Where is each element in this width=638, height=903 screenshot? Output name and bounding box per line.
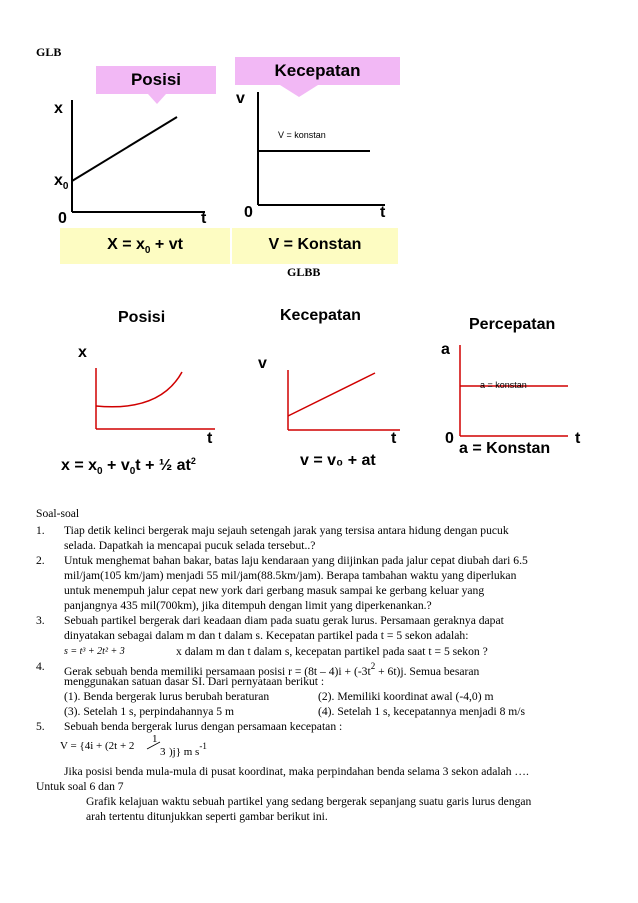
glb-kec-const-label: V = konstan <box>278 130 326 140</box>
q4-option-1: (1). Benda bergerak lurus berubah beraturan <box>64 690 270 703</box>
glb-heading: GLB <box>36 45 62 59</box>
glb-posisi-x-label: x <box>54 100 63 117</box>
q67-line-2: arah tertentu ditunjukkan seperti gambar berikut ini. <box>86 810 328 823</box>
glbb-perc-origin: 0 <box>445 430 454 447</box>
q1-line-1: Tiap detik kelinci bergerak maju sejauh setengah jarak yang tersisa antara hidung dengan pucuk <box>64 524 509 537</box>
glb-posisi-title: Posisi <box>130 70 182 89</box>
q3-line-3: x dalam m dan t dalam s, kecepatan partikel pada saat t = 5 sekon ? <box>176 645 488 658</box>
q4-option-3: (3). Setelah 1 s, perpindahannya 5 m <box>64 705 234 718</box>
soal-heading: Soal-soal <box>36 507 80 520</box>
q5-number: 5. <box>36 720 45 733</box>
q5-line-2: Jika posisi benda mula-mula di pusat koordinat, maka perpindahan benda selama 3 sekon adalah …. <box>64 765 529 778</box>
q2-number: 2. <box>36 554 45 567</box>
q1-line-2: selada. Dapatkah ia mencapai pucuk selada tersebut..? <box>64 539 316 552</box>
glb-kec-t-label: t <box>380 204 386 221</box>
q5-line-1: Sebuah benda bergerak lurus dengan persamaan kecepatan : <box>64 720 343 733</box>
q5-fraction-denominator: 3 <box>160 746 166 758</box>
glbb-heading: GLBB <box>287 265 321 279</box>
glbb-kec-v-label: v <box>258 355 267 372</box>
glb-posisi-formula: $X = x_0$ + vt <box>60 228 230 264</box>
q2-line-1: Untuk menghemat bahan bakar, batas laju kendaraan yang diijinkan pada jalur cepat diubah dari 6.5 <box>64 554 528 567</box>
q4-option-2: (2). Memiliki koordinat awal (-4,0) m <box>318 690 494 703</box>
q4-option-4: (4). Setelah 1 s, kecepatannya menjadi 8 m/s <box>318 705 526 718</box>
q2-line-3: untuk menempuh jalur cepat new york dari gerbang masuk sampai ke gerbang keluar yang <box>64 584 485 597</box>
glbb-kecepatan-title: Kecepatan <box>280 307 361 324</box>
glbb-posisi-title: Posisi <box>118 309 166 326</box>
glb-kecepatan-title: Kecepatan <box>274 61 361 80</box>
glbb-posisi-formula: $x = x_0 + v_0t$ + ½ $at^2$ <box>61 456 196 477</box>
q1-number: 1. <box>36 524 45 537</box>
q2-line-2: mil/jam(105 km/jam) menjadi 55 mil/jam(88.5km/jam). Berapa tambahan waktu yang diperlukan <box>64 569 517 582</box>
glbb-posisi-t-label: t <box>207 430 213 447</box>
kecepatan-banner-arrow <box>280 85 318 97</box>
glb-posisi-x0-label: $x_0$ <box>54 172 69 192</box>
q3-line-2: dinyatakan sebagai dalam m dan t dalam s. Kecepatan partikel pada t = 5 sekon adalah: <box>64 629 469 642</box>
q3-line-1: Sebuah partikel bergerak dari keadaan diam pada suatu gerak lurus. Persamaan geraknya dapat <box>64 614 504 627</box>
q4-number: 4. <box>36 660 45 673</box>
q3-equation: s = t³ + 2t² + 3 <box>64 646 125 657</box>
glbb-perc-a-label: a <box>441 341 450 358</box>
q3-number: 3. <box>36 614 45 627</box>
q4-line-1: Gerak sebuah benda memiliki persamaan posisi $r = (8t - 4)i + (-3t^2 + 6t)j$. Semua besaran <box>64 661 480 678</box>
glb-kecepatan-formula: V = Konstan <box>232 228 398 264</box>
q5-equation-right: )j} m $s^{-1}$ <box>169 741 207 758</box>
glb-kec-v-label: v <box>236 90 245 107</box>
q5-fraction-numerator: 1 <box>152 733 158 745</box>
glb-posisi-origin: 0 <box>58 210 67 227</box>
glbb-kec-line <box>288 373 375 416</box>
glbb-perc-t-label: t <box>575 430 581 447</box>
glbb-posisi-x-label: x <box>78 344 87 361</box>
glbb-kecepatan-formula: v = v₀ + at <box>300 452 376 469</box>
glbb-perc-const-label: a = konstan <box>480 380 527 390</box>
q5-equation-left: V = {4i + (2t + 2 <box>60 740 135 752</box>
glbb-percepatan-formula: a = Konstan <box>459 440 551 457</box>
glb-kec-origin: 0 <box>244 204 253 221</box>
q67-heading: Untuk soal 6 dan 7 <box>36 780 124 793</box>
q67-line-1: Grafik kelajuan waktu sebuah partikel yang sedang bergerak sepanjang suatu garis lurus dengan <box>86 795 532 808</box>
posisi-banner-arrow <box>148 94 166 104</box>
glbb-percepatan-title: Percepatan <box>469 316 556 333</box>
glb-posisi-line <box>72 117 177 181</box>
glbb-kec-t-label: t <box>391 430 397 447</box>
q2-line-4: panjangnya 435 mil(700km), jika ditempuh dengan limit yang diperkenankan.? <box>64 599 432 612</box>
q4-line-2: menggunakan satuan dasar SI. Dari pernyataan berikut : <box>64 675 325 688</box>
glb-posisi-t-label: t <box>201 210 207 227</box>
glbb-posisi-curve <box>96 372 182 407</box>
